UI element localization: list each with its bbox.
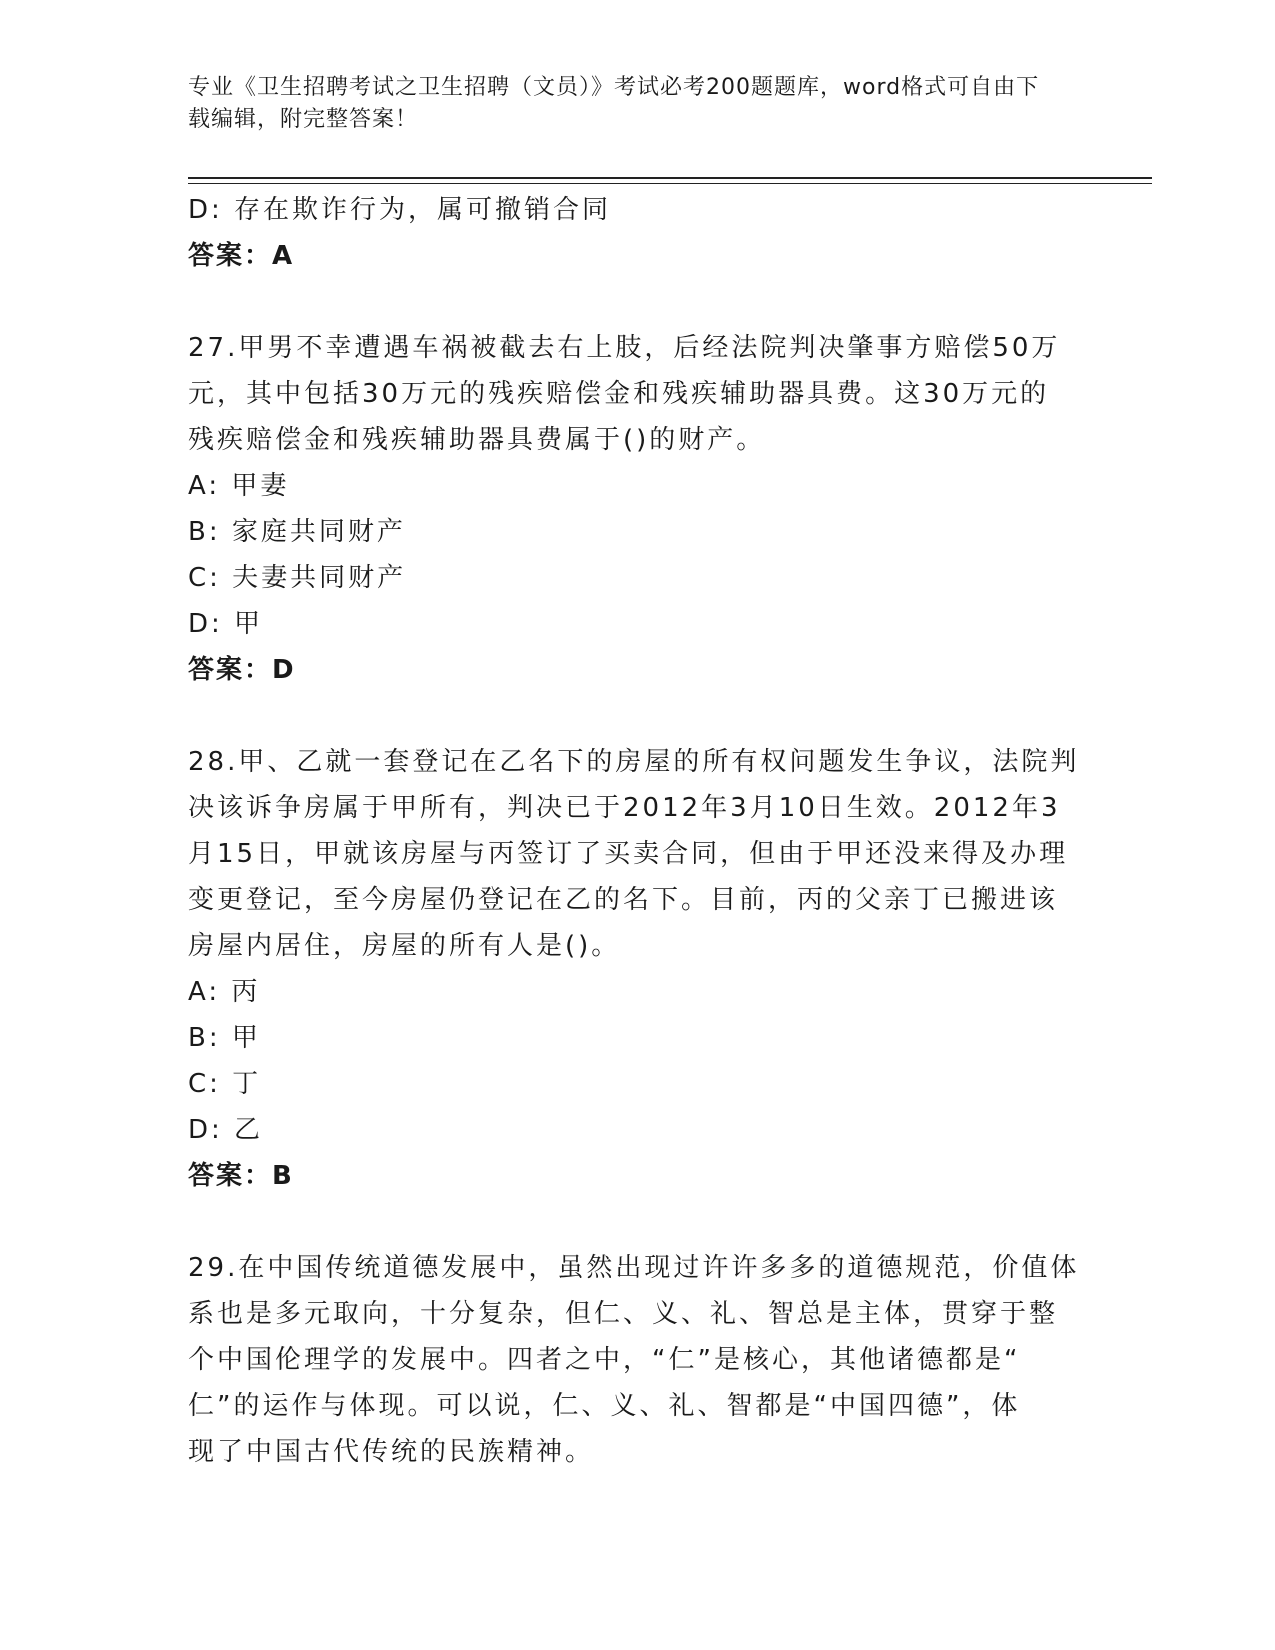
- question-stem-line: 仁”的运作与体现。可以说，仁、义、礼、智都是“中国四德”，体: [188, 1391, 1021, 1421]
- document-body: [188, 187, 1088, 1475]
- option-c: C: 丁: [188, 1069, 262, 1099]
- question-stem-line: 元，其中包括30万元的残疾赔偿金和残疾辅助器具费。这30万元的: [188, 379, 1050, 409]
- answer-line: 答案：B: [188, 1161, 294, 1191]
- question-stem-line: 29.在中国传统道德发展中，虽然出现过许许多多的道德规范，价值体: [188, 1253, 1080, 1283]
- question-stem-line: 房屋内居住，房屋的所有人是()。: [188, 931, 621, 961]
- question-stem-line: 残疾赔偿金和残疾辅助器具费属于()的财产。: [188, 425, 766, 455]
- document-title: 专业《卫生招聘考试之卫生招聘（文员）》考试必考200题题库，word格式可自由下载编辑，附完整答案！: [188, 75, 1040, 132]
- question-stem-line: 决该诉争房属于甲所有，判决已于2012年3月10日生效。2012年3: [188, 793, 1061, 823]
- option-b: B: 甲: [188, 1023, 261, 1053]
- option-d: D: 甲: [188, 609, 264, 639]
- question-28: [188, 739, 1088, 1199]
- option-d: D: 存在欺诈行为，属可撤销合同: [188, 195, 612, 225]
- question-stem-line: 现了中国古代传统的民族精神。: [188, 1437, 595, 1467]
- answer-line: 答案：D: [188, 655, 296, 685]
- question-stem-line: 27.甲男不幸遭遇车祸被截去右上肢，后经法院判决肇事方赔偿50万: [188, 333, 1061, 363]
- header-rule-thick: [188, 177, 1152, 179]
- question-stem-line: 变更登记，至今房屋仍登记在乙的名下。目前，丙的父亲丁已搬进该: [188, 885, 1059, 915]
- question-stem-line: 个中国伦理学的发展中。四者之中，“仁”是核心，其他诸德都是“: [188, 1345, 1021, 1375]
- question-stem-line: 28.甲、乙就一套登记在乙名下的房屋的所有权问题发生争议，法院判: [188, 747, 1080, 777]
- previous-question-tail: [188, 187, 1088, 279]
- option-a: A: 丙: [188, 977, 261, 1007]
- option-d: D: 乙: [188, 1115, 264, 1145]
- option-b: B: 家庭共同财产: [188, 517, 406, 547]
- question-stem-line: 月15日，甲就该房屋与丙签订了买卖合同，但由于甲还没来得及办理: [188, 839, 1069, 869]
- question-27: [188, 325, 1088, 693]
- question-stem-line: 系也是多元取向，十分复杂，但仁、义、礼、智总是主体，贯穿于整: [188, 1299, 1059, 1329]
- option-c: C: 夫妻共同财产: [188, 563, 407, 593]
- question-29: [188, 1245, 1088, 1475]
- answer-line: 答案：A: [188, 241, 295, 271]
- option-a: A: 甲妻: [188, 471, 290, 501]
- header-rule-thin: [188, 183, 1152, 184]
- document-header: [188, 72, 1058, 136]
